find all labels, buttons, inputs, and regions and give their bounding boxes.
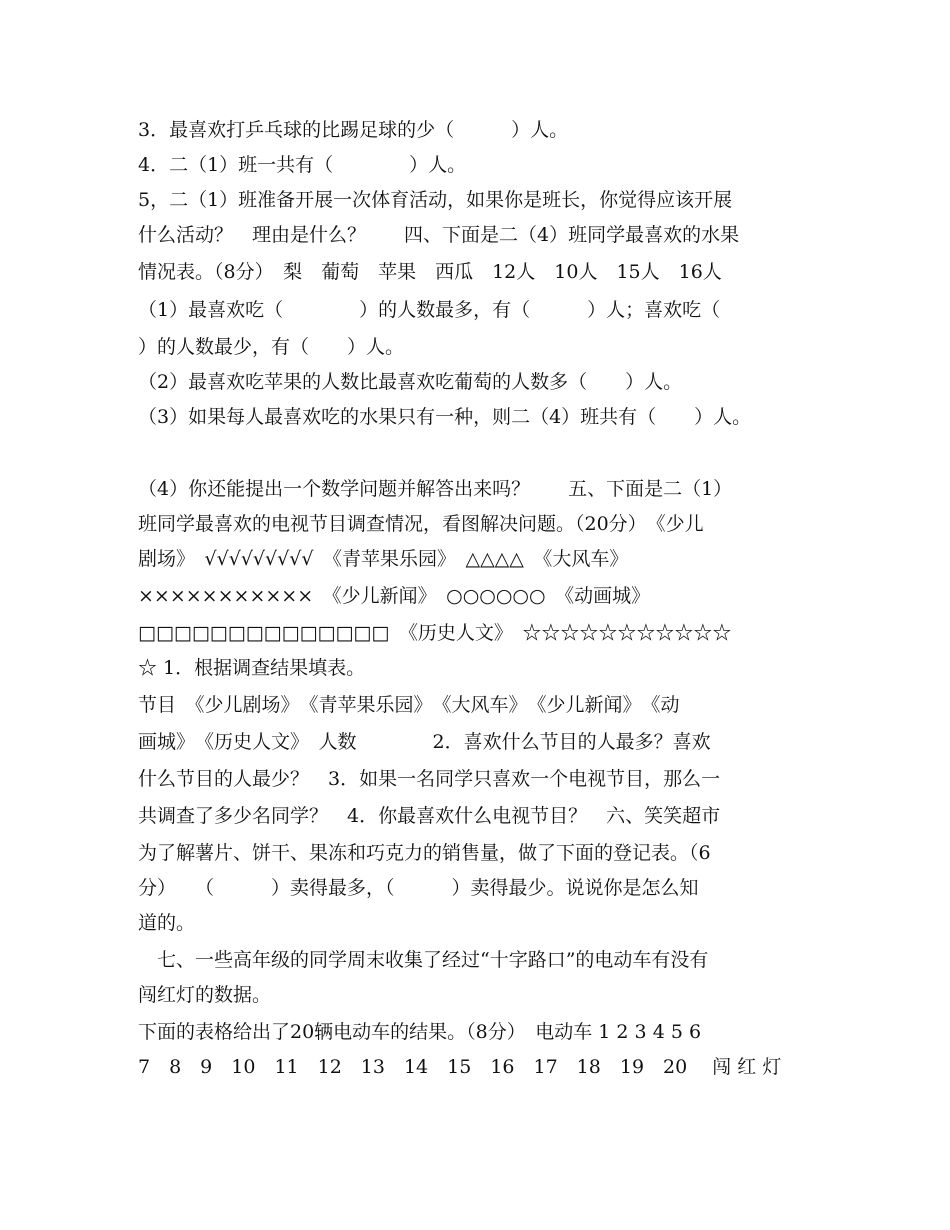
text-line: 什么节目的人最少？ 3．如果一名同学只喜欢一个电视节目，那么一 bbox=[138, 768, 721, 790]
text-line: 为了解薯片、饼干、果冻和巧克力的销售量，做了下面的登记表。（6 bbox=[138, 842, 711, 864]
text-line: 节目 《少儿剧场》 《青苹果乐园》 《大风车》 《少儿新闻》 《动 bbox=[138, 694, 680, 716]
text-line: 画城》 《历史人文》 人数 2．喜欢什么节目的人最多？喜欢 bbox=[138, 731, 711, 753]
text-line: 3．最喜欢打乒乓球的比踢足球的少（ ）人。 bbox=[138, 119, 569, 141]
text-line: （3）如果每人最喜欢吃的水果只有一种，则二（4）班共有（ ）人。 bbox=[138, 406, 752, 428]
text-line: 七、一些高年级的同学周末收集了经过“十字路口”的电动车有没有 bbox=[138, 949, 709, 971]
text-line: ××××××××××× 《少儿新闻》 ○○○○○○ 《动画城》 bbox=[138, 585, 651, 607]
text-line: □□□□□□□□□□□□□□ 《历史人文》 ☆☆☆☆☆☆☆☆☆☆☆ bbox=[138, 622, 732, 644]
text-line: （1）最喜欢吃（ ）的人数最多，有（ ）人；喜欢吃（ bbox=[138, 299, 721, 321]
text-line: （4）你还能提出一个数学问题并解答出来吗？ 五、下面是二（1） bbox=[138, 478, 733, 500]
text-line: 7 8 9 10 11 12 13 14 15 16 17 18 19 20 闯 红 灯 bbox=[138, 1056, 782, 1078]
text-line: 分） （ ）卖得最多，（ ）卖得最少。说说你是怎么知 bbox=[138, 877, 699, 899]
text-line: 剧场》 √√√√√√√√√ 《青苹果乐园》 △△△△ 《大风车》 bbox=[138, 548, 629, 570]
text-line: ）的人数最少，有（ ）人。 bbox=[138, 336, 405, 358]
text-line: 下面的表格给出了20辆电动车的结果。（8分） 电动车 1 2 3 4 5 6 bbox=[138, 1021, 702, 1043]
text-line: （2）最喜欢吃苹果的人数比最喜欢吃葡萄的人数多（ ）人。 bbox=[138, 371, 683, 393]
text-line: 什么活动？ 理由是什么？ 四、下面是二（4）班同学最喜欢的水果 bbox=[138, 224, 740, 246]
text-line: ☆ 1．根据调查结果填表。 bbox=[138, 657, 366, 679]
text-line: 班同学最喜欢的电视节目调查情况，看图解决问题。（20分） 《少儿 bbox=[138, 513, 704, 535]
text-line: 道的。 bbox=[138, 912, 196, 934]
text-line: 闯红灯的数据。 bbox=[138, 984, 272, 1006]
text-line: 4．二（1）班一共有（ ）人。 bbox=[138, 154, 467, 176]
text-line: 5，二（1）班准备开展一次体育活动，如果你是班长，你觉得应该开展 bbox=[138, 189, 733, 211]
text-line: 共调查了多少名同学？ 4．你最喜欢什么电视节目？ 六、笑笑超市 bbox=[138, 805, 721, 827]
text-line: 情况表。（8分） 梨 葡萄 苹果 西瓜 12人 10人 15人 16人 bbox=[138, 261, 722, 283]
